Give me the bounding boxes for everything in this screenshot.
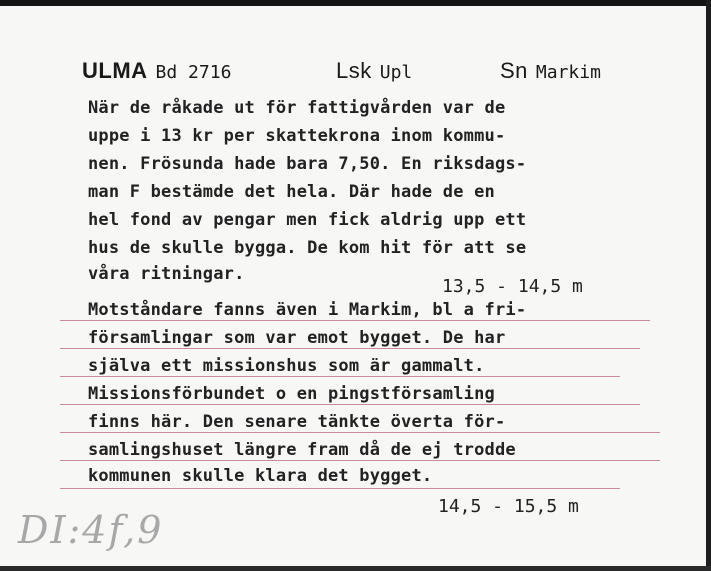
text-line: uppe i 13 kr per skattekrona inom kommu- bbox=[88, 126, 506, 146]
text-line: själva ett missionshus som är gammalt. bbox=[88, 356, 485, 376]
ruled-line bbox=[60, 348, 640, 349]
card-bottom-edge bbox=[0, 566, 711, 571]
card-top-edge bbox=[0, 0, 711, 6]
handwritten-note: DI:4f,9 bbox=[18, 508, 164, 552]
ruled-line bbox=[60, 432, 660, 433]
text-line: kommunen skulle klara det bygget. bbox=[88, 466, 433, 486]
text-line: nen. Frösunda hade bara 7,50. En riksdags- bbox=[88, 154, 527, 174]
text-line: Missionsförbundet o en pingstförsamling bbox=[88, 384, 495, 404]
socken-label: Sn bbox=[500, 58, 528, 83]
archive-number: Bd 2716 bbox=[155, 62, 232, 83]
measurement-depth: 13,5 - 14,5 m bbox=[442, 276, 583, 297]
text-line: När de råkade ut för fattigvården var de bbox=[88, 98, 506, 118]
text-line: finns här. Den senare tänkte överta för- bbox=[88, 412, 506, 432]
socken-value: Markim bbox=[535, 62, 601, 83]
landskap-label: Lsk bbox=[336, 58, 372, 83]
text-line: hus de skulle bygga. De kom hit för att se bbox=[88, 238, 527, 258]
ruled-line bbox=[60, 460, 660, 461]
ruled-line bbox=[60, 320, 650, 321]
card-right-edge bbox=[706, 0, 711, 571]
text-line: man F bestämde det hela. Där hade de en bbox=[88, 182, 495, 202]
ruled-line bbox=[60, 404, 640, 405]
text-line: samlingshuset längre fram då de ej trodde bbox=[88, 440, 516, 460]
socken-field bbox=[500, 58, 601, 84]
text-line: hel fond av pengar men fick aldrig upp ett bbox=[88, 210, 527, 230]
ruled-line bbox=[60, 376, 620, 377]
measurement-depth: 14,5 - 15,5 m bbox=[438, 496, 579, 517]
text-line: Motståndare fanns även i Markim, bl a fri- bbox=[88, 300, 527, 320]
text-line: våra ritningar. bbox=[88, 264, 245, 284]
landskap-value: Upl bbox=[379, 62, 413, 83]
archive-field bbox=[82, 58, 231, 84]
text-line: församlingar som var emot bygget. De har bbox=[88, 328, 506, 348]
ruled-line bbox=[60, 488, 620, 489]
archive-label: ULMA bbox=[82, 58, 148, 83]
landskap-field bbox=[336, 58, 412, 84]
